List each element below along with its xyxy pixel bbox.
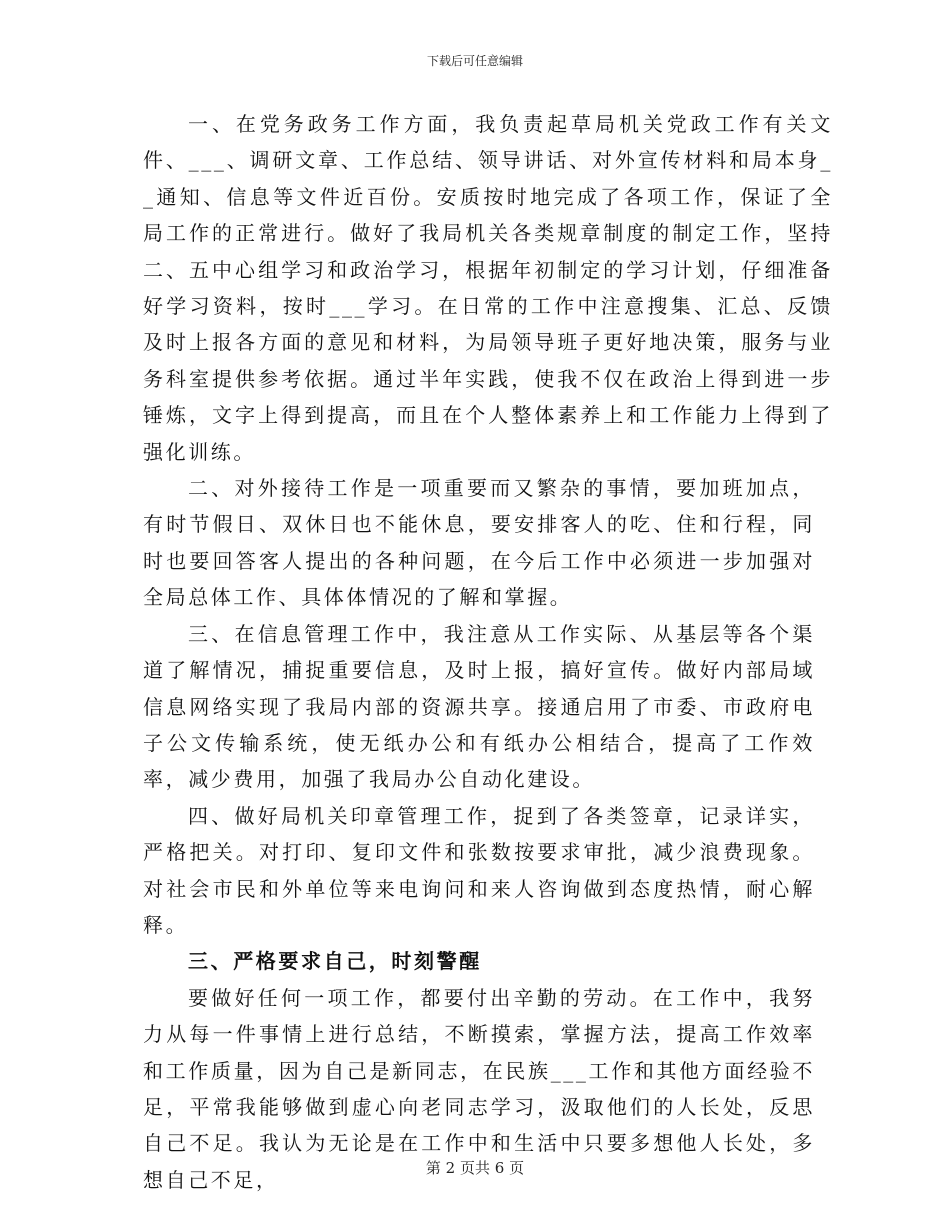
paragraph-party-affairs: 一、在党务政务工作方面，我负责起草局机关党政工作有关文件、___、调研文章、工作总结、领导讲话、对外宣传材料和局本身__通知、信息等文件近百份。安质按时地完成了各项工作，保证了全局工作的正常进行。做好了我局机关各类规章制度的制定工作，坚持二、五中心组学习和政治学习，根据年初制定的学习计划，仔细准备好学习资料，按时___学习。在日常的工作中注意搜集、汇总、反馈及时上报各方面的意见和材料，为局领导班子更好地决策，服务与业务科室提供参考依据。通过半年实践，使我不仅在政治上得到进一步锤炼，文字上得到提高，而且在个人整体素养上和工作能力上得到了强化训练。 <box>143 112 833 464</box>
paragraph-reception: 二、对外接待工作是一项重要而又繁杂的事情，要加班加点，有时节假日、双休日也不能休息，要安排客人的吃、住和行程，同时也要回答客人提出的各种问题，在今后工作中必须进一步加强对全局总体工作、具体体情况的了解和掌握。 <box>143 476 815 610</box>
paragraph-information-management: 三、在信息管理工作中，我注意从工作实际、从基层等各个渠道了解情况，捕捉重要信息，及时上报，搞好宣传。做好内部局域信息网络实现了我局内部的资源共享。接通启用了市委、市政府电子公文传输系统，使无纸办公和有纸办公相结合，提高了工作效率，减少费用，加强了我局办公自动化建设。 <box>143 621 815 792</box>
paragraph-seal-management: 四、做好局机关印章管理工作，捉到了各类签章，记录详实，严格把关。对打印、复印文件和张数按要求审批，减少浪费现象。对社会市民和外单位等来电询问和来人咨询做到态度热情，耐心解释。 <box>143 803 815 937</box>
page-header: 下载后可任意编辑 <box>426 54 523 68</box>
page-number: 第 2 页共 6 页 <box>425 1159 525 1177</box>
section-heading: 三、严格要求自己，时刻警醒 <box>188 949 482 974</box>
paragraph-self-discipline: 要做好任何一项工作，都要付出辛勤的劳动。在工作中，我努力从每一件事情上进行总结，不断摸索，掌握方法，提高工作效率和工作质量，因为自己是新同志，在民族___工作和其他方面经验不足，平常我能够做到虚心向老同志学习，汲取他们的人长处，反思自己不足。我认为无论是在工作中和生活中只要多想他人长处，多想自己不足， <box>143 985 815 1192</box>
document-body <box>143 106 833 1198</box>
